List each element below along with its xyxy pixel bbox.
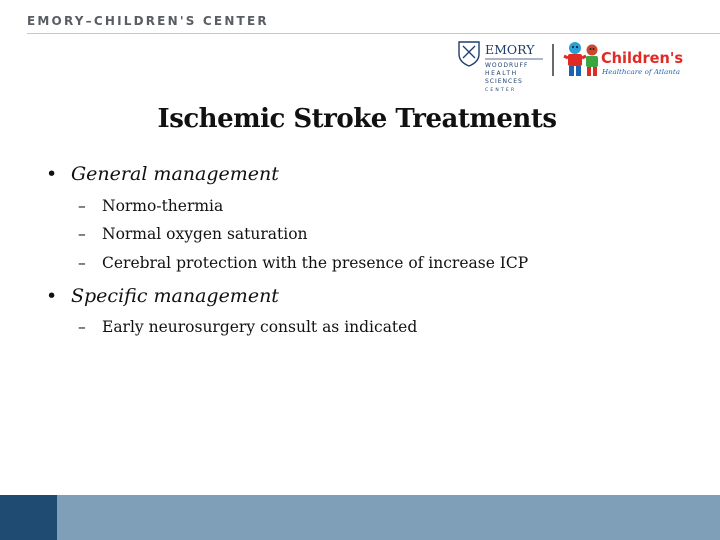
- sub-item-cerebral-protection: [78, 254, 528, 272]
- sub-item-text: Early neurosurgery consult as indicated: [102, 318, 418, 336]
- sub-item-text: Cerebral protection with the presence of increase ICP: [102, 254, 529, 272]
- emory-line-2: HEALTH: [485, 70, 518, 77]
- emory-shield-icon: [459, 42, 479, 66]
- dash-icon: –: [78, 197, 86, 215]
- childrens-tagline: Healthcare of Atlanta: [600, 68, 681, 76]
- dash-icon: –: [78, 254, 86, 272]
- sub-item-oxygen-saturation: [78, 225, 308, 243]
- children-figures-icon: [564, 42, 598, 76]
- bullet-specific-management: [46, 285, 279, 307]
- bullet-icon: •: [46, 163, 58, 185]
- emory-wordmark: EMORY: [485, 42, 535, 57]
- emory-logo: [455, 40, 545, 92]
- bullet-icon: •: [46, 285, 58, 307]
- sub-item-text: Normal oxygen saturation: [102, 225, 308, 243]
- emory-line-3: SCIENCES: [485, 78, 523, 85]
- emory-line-4: CENTER: [485, 88, 517, 92]
- childrens-wordmark: Children's: [601, 49, 684, 67]
- header-title: EMORY–CHILDREN'S CENTER: [27, 14, 269, 28]
- bullet-text: Specific management: [71, 285, 279, 307]
- bullet-general-management: [46, 163, 279, 185]
- page-number: 38: [12, 476, 36, 495]
- sub-item-normothermia: [78, 197, 223, 215]
- dash-icon: –: [78, 225, 86, 243]
- page-number-box: [0, 495, 57, 540]
- slide-title: Ischemic Stroke Treatments: [157, 104, 557, 134]
- footer-bar: [0, 495, 720, 540]
- emory-line-1: WOODRUFF: [485, 62, 529, 69]
- dash-icon: –: [78, 318, 86, 336]
- header-divider: [27, 33, 720, 34]
- logo-divider: [552, 44, 554, 76]
- sub-item-neurosurgery-consult: [78, 318, 417, 336]
- childrens-logo: [562, 40, 687, 84]
- sub-item-text: Normo-thermia: [102, 197, 224, 215]
- bullet-text: General management: [71, 163, 279, 185]
